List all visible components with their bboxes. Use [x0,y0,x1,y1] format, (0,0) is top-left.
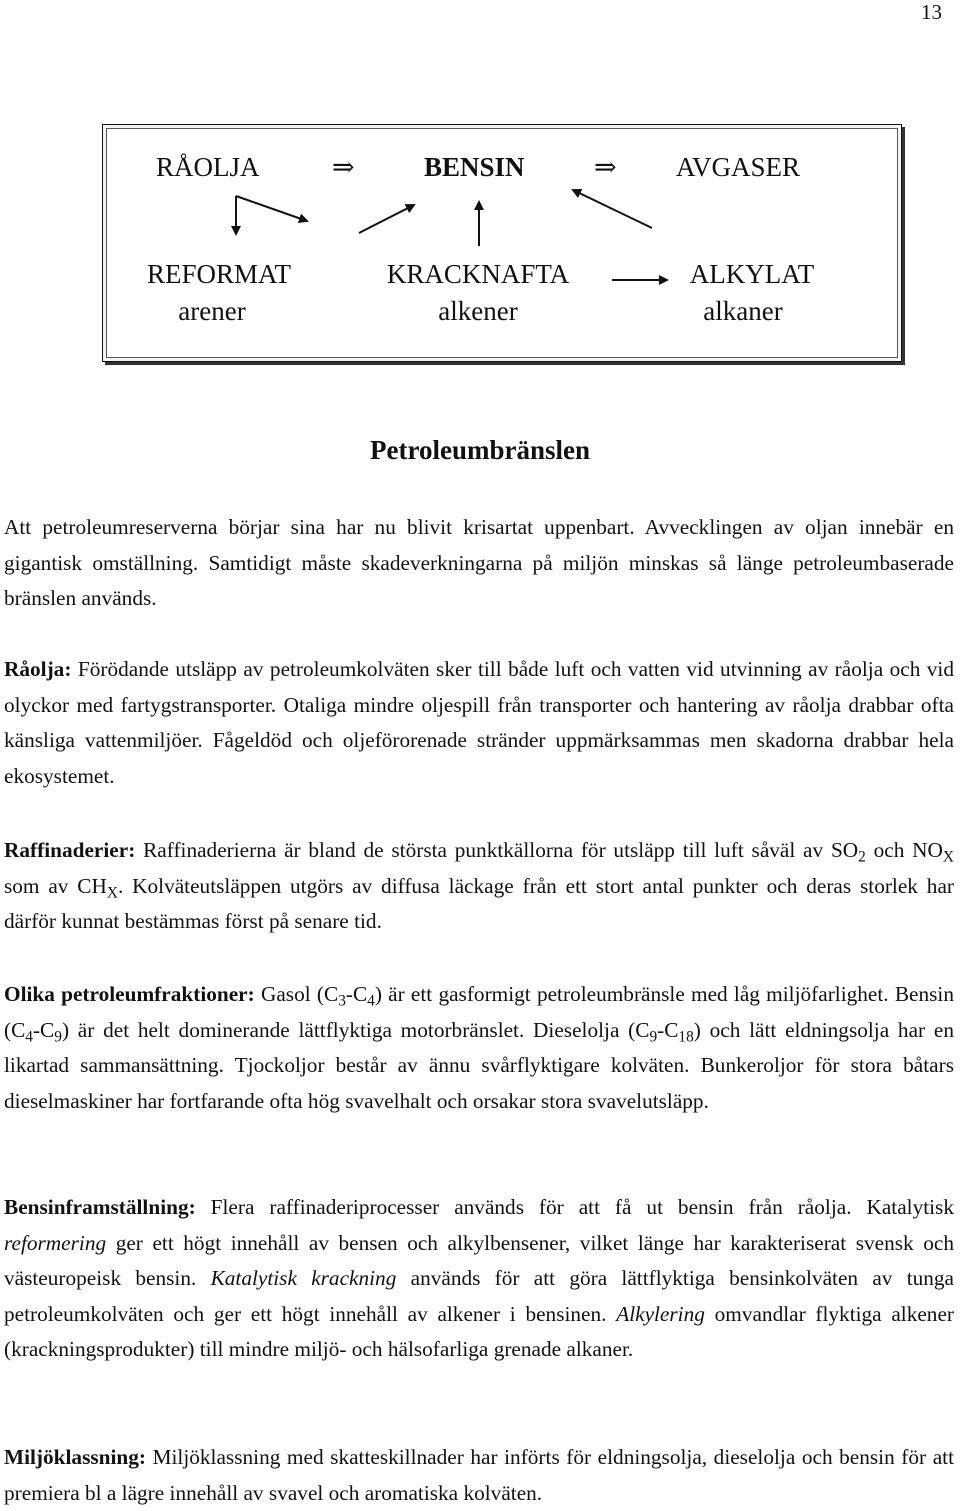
bensin-italic-krackning: Katalytisk krackning [210,1266,397,1290]
raolja-heading: Råolja: [4,657,72,681]
arrow-reformat-to-bensin [359,205,414,233]
bensin-text-2: ger ett högt innehåll av bensen och alkylbensener, vilket länge har karakteriserat svensk och västeuropeisk bensin. [4,1230,954,1290]
olika-text-3: ) är ett gasformigt petroleumbränsle med låg miljöfarlighet. Bensin (C [4,982,954,1042]
bensin-text-4: omvandlar flyktiga alkener (krackningsprodukter) till mindre miljö- och hälsofarliga grenade alkaner. [4,1301,954,1361]
paragraph-intro: Att petroleumreserverna börjar sina har nu blivit krisartat uppenbart. Avvecklingen av oljan innebär en gigantisk omställning. Samtidigt måste skadeverkningarna på miljön minskas så länge petroleumbaserade bränslen används. [4,515,954,610]
olika-text-1: Gasol (C [260,982,339,1006]
fraktioner-heading: Olika petroleumfraktioner: [4,982,255,1006]
raff-text-3: som av CH [4,873,107,898]
paragraph-fraktioner [4,977,954,1119]
miljoklassning-body: Miljöklassning med skatteskillnader har införts för eldningsolja, dieselolja och bensin för att premiera bl a lägre innehåll av svavel och aromatiska kolväten. [4,1445,954,1505]
bensin-text-1: Flera raffinaderiprocesser används för att få ut bensin från råolja. Katalytisk [210,1195,954,1219]
chx-subscript: X [106,884,118,902]
olika-text-5: ) är det helt dominerande lättflyktiga motorbränslet. Dieselolja (C [61,1017,650,1042]
olika-text-2: -C [345,982,368,1006]
diagram-arener-label: arener [178,296,246,326]
implies-arrow-1: ⇒ [332,152,355,182]
bensin-italic-reformering: reformering [4,1230,107,1255]
diagram-bensin-label: BENSIN [424,152,525,182]
diagram-reformat-label: REFORMAT [146,259,292,289]
so2-subscript: 2 [858,848,866,866]
arrow-alkylat-to-bensin [573,190,652,228]
raolja-body: Förödande utsläpp av petroleumkolväten sker till både luft och vatten vid utvinning av råolja och vid olyckor med fartygstransporter. Otaliga mindre oljespill från transporter och hantering av råolja drabbar ofta känsliga vattenmiljöer. Fågeldöd och oljeförorenade stränder uppmärksammas men skadorna drabbar hela ekosystemet. [4,657,955,788]
olika-sub-5: 9 [649,1028,658,1046]
olika-text-6: -C [657,1017,679,1042]
diagram-alkener-label: alkener [438,296,518,326]
diagram-alkaner-label: alkaner [703,296,783,326]
diagram-alkylat-label: ALKYLAT [689,259,815,289]
diagram-avgaser-label: AVGASER [676,152,801,182]
paragraph-miljoklassning [4,1440,954,1511]
diagram-arrows [0,0,960,400]
paragraph-raolja [4,652,954,794]
diagram-raolja-label: RÅOLJA [156,152,260,182]
implies-arrow-2: ⇒ [594,152,617,182]
nox-subscript: X [942,848,954,866]
paragraph-raffinaderier [4,833,954,940]
olika-sub-2: 4 [367,992,375,1010]
olika-sub-4: 9 [54,1028,62,1046]
olika-sub-3: 4 [25,1028,33,1046]
raff-text-4: . Kolväteutsläppen utgörs av diffusa läckage från ett stort antal punkter och deras storlek har därför kunnat bestämmas först på senare tid. [4,873,954,933]
raff-text-2: och NO [865,838,943,862]
miljoklassning-heading: Miljöklassning: [4,1445,147,1469]
bensin-text-3: används för att göra lättflyktiga bensinkolväten av tunga petroleumkolväten och ger ett högt innehåll av alkener i bensinen. [4,1266,955,1326]
olika-text-7: ) och lätt eldningsolja har en likartad sammansättning. Tjockoljor består av ännu svårflyktigare kolväten. Bunkeroljor för stora båtars dieselmaskiner har fortfarande ofta hög svavelhalt och orsakar stora svavelutsläpp. [4,1017,954,1113]
bensinframstallning-heading: Bensinframställning: [4,1195,196,1219]
section-title: Petroleumbränslen [370,435,590,465]
raffinaderier-heading: Raffinaderier: [4,838,136,862]
page-number: 13 [921,0,942,24]
bensin-italic-alkylering: Alkylering [616,1301,705,1326]
paragraph-bensinframstallning [4,1190,954,1368]
olika-text-4: -C [32,1017,55,1042]
diagram-kracknafta-label: KRACKNAFTA [386,259,570,289]
olika-sub-1: 3 [338,992,346,1010]
raff-text-1: Raffinaderierna är bland de största punktkällorna för utsläpp till luft såväl av SO [143,838,859,862]
arrow-raolja-to-kracknafta [236,196,307,221]
olika-sub-6: 18 [678,1028,694,1046]
